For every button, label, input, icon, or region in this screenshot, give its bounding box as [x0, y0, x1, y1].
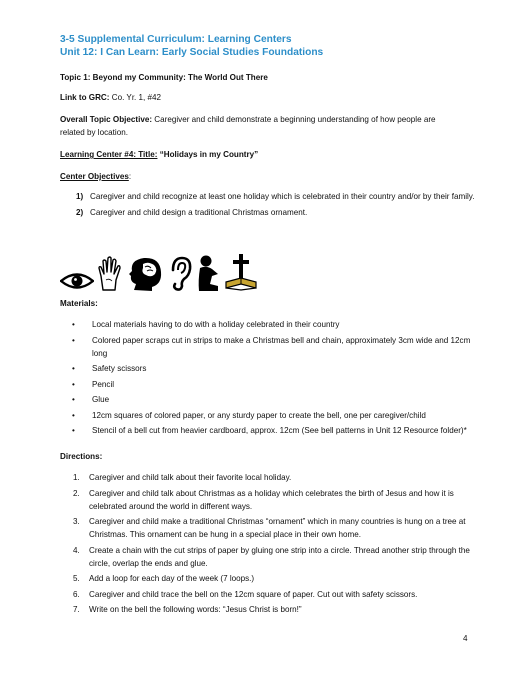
learning-center-title [60, 148, 258, 161]
list-item: 3. Caregiver and child make a traditional Christmas “ornament” which in many countries is hung on a tree at Christmas. This ornament can be hung in a special place in their own home. [73, 517, 466, 539]
grc-label: Link to GRC: [60, 93, 110, 102]
list-item: • 12cm squares of colored paper, or any sturdy paper to create the bell, one per caregiver/child [72, 410, 426, 420]
topic-objective [60, 113, 436, 126]
list-item: • Stencil of a bell cut from heavier cardboard, approx. 12cm (See bell patterns in Unit 12 Resource folder)* [72, 426, 467, 435]
list-item: 7. Write on the bell the following words: “Jesus Christ is born!” [73, 605, 302, 614]
list-item: • Local materials having to do with a holiday celebrated in their country [72, 320, 340, 329]
icon-strip [60, 252, 257, 292]
center-label: Learning Center #4: Title: [60, 150, 158, 159]
objective-label: Overall Topic Objective: [60, 115, 153, 124]
materials-heading: Materials: [60, 299, 98, 308]
objective-text-2: related by location. [60, 128, 128, 137]
list-item: 4. Create a chain with the cut strips of paper by gluing one strip into a circle. Thread another strip through the circle, overlap the ends and glue. [73, 545, 470, 568]
list-item: 5. Add a loop for each day of the week (7 loops.) [73, 574, 255, 583]
list-item: 6. Caregiver and child trace the bell on the 12cm square of paper. Cut out with safety scissors. [73, 589, 418, 599]
center-title: “Holidays in my Country” [157, 150, 259, 159]
list-item: • Colored paper scraps cut in strips to make a Christmas bell and chain, approximately 3cm wide and 12cm long [72, 335, 471, 358]
head-brain-icon [126, 256, 166, 292]
topic-heading: Topic 1: Beyond my Community: The World Out There [60, 73, 268, 82]
list-item: • Safety scissors [72, 364, 147, 373]
list-item: • Pencil [72, 379, 115, 389]
objective-text-1: Caregiver and child demonstrate a beginning understanding of how people are [152, 115, 436, 124]
eye-icon [60, 270, 94, 292]
ear-icon [169, 256, 193, 292]
list-item: 2) Caregiver and child design a traditional Christmas ornament. [76, 208, 308, 218]
hand-icon [97, 256, 123, 292]
directions-heading: Directions: [60, 452, 103, 461]
bible-cross-icon [225, 252, 257, 292]
unit-title: Unit 12: I Can Learn: Early Social Studies Foundations [60, 47, 324, 58]
list-item: 1) Caregiver and child recognize at least one holiday which is celebrated in their country and/or by their family. [76, 192, 475, 201]
praying-person-icon [196, 254, 222, 292]
center-objectives-list [76, 191, 476, 223]
page-number: 4 [463, 634, 468, 643]
grc-value: Co. Yr. 1, #42 [109, 93, 162, 102]
list-item: 1. Caregiver and child talk about their favorite local holiday. [73, 473, 292, 482]
curriculum-title: 3-5 Supplemental Curriculum: Learning Centers [60, 34, 292, 45]
list-item: • Glue [72, 395, 110, 404]
materials-list [70, 318, 475, 440]
list-item: 2. Caregiver and child talk about Christmas as a holiday which celebrates the birth of Jesus and how it is celebrated around the world in different ways. [73, 488, 454, 511]
grc-link [60, 91, 161, 104]
directions-list [73, 471, 478, 619]
center-objectives-heading: Center Objectives: [60, 172, 132, 181]
